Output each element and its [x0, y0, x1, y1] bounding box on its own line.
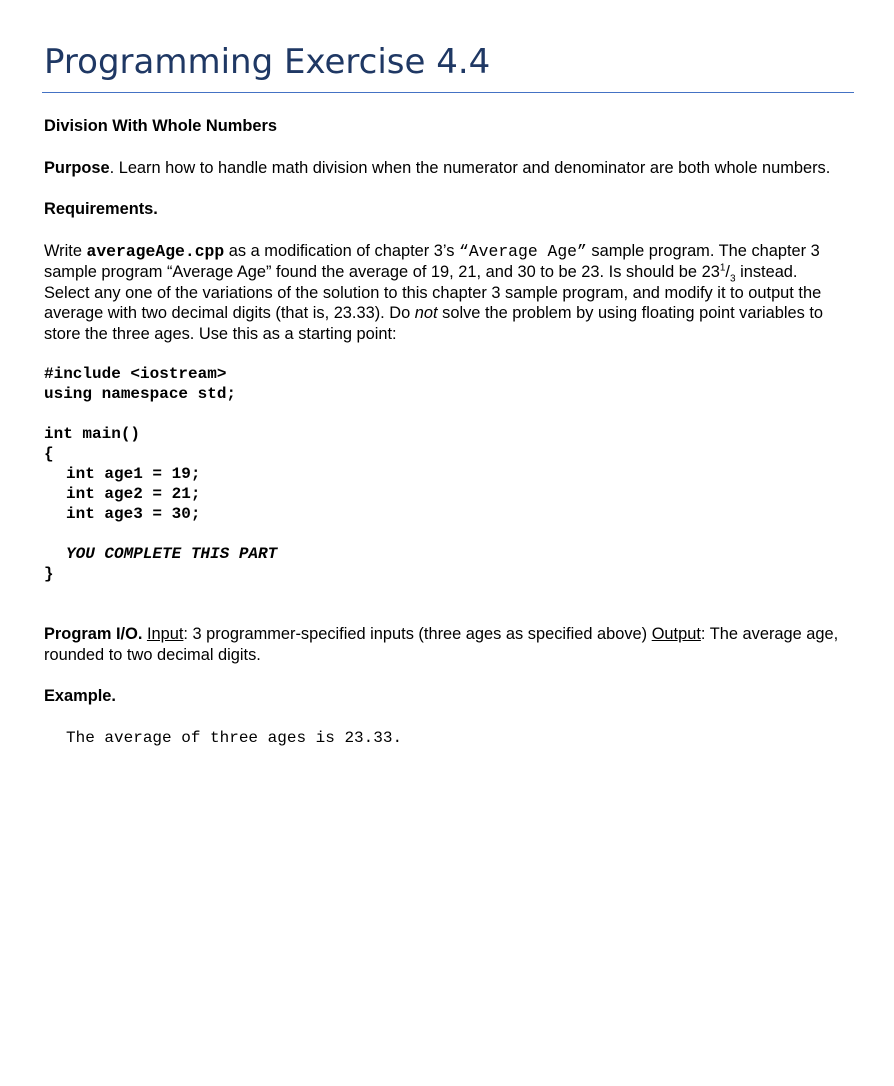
purpose-paragraph: [44, 158, 844, 179]
starter-code-block: [44, 364, 844, 584]
code-line: {: [44, 445, 54, 463]
requirements-text-4: instead. Select any one of the variations of the solution to this chapter 3 sample program, and modify it to output the average with two decimal digits (that is, 23.33). Do: [44, 263, 822, 322]
program-io-label: Program I/O.: [44, 625, 143, 643]
requirements-emphasis: not: [414, 304, 438, 322]
example-heading: Example.: [44, 687, 116, 705]
page-title: Programming Exercise 4.4: [44, 42, 491, 82]
code-line: int age3 = 30;: [66, 505, 201, 523]
requirements-program-name: “Average Age”: [458, 241, 587, 261]
purpose-text: . Learn how to handle math division when the numerator and denominator are both whole numbers.: [109, 158, 831, 177]
example-output: The average of three ages is 23.33.: [66, 728, 403, 747]
code-line: int age1 = 19;: [66, 465, 201, 483]
requirements-paragraph: [44, 241, 844, 345]
code-line: int main(): [44, 425, 141, 443]
requirements-text-5: solve the problem by using floating point variables to store the three ages. Use this as a starting point:: [44, 304, 823, 343]
output-text: : The average age, rounded to two decimal digits.: [44, 625, 839, 664]
document-body: [44, 116, 844, 748]
requirements-text-1: Write: [44, 241, 87, 260]
input-text: : 3 programmer-specified inputs (three ages as specified above): [183, 625, 652, 643]
purpose-label: Purpose: [44, 158, 110, 177]
fraction-numerator: 1: [719, 262, 726, 274]
requirements-heading: Requirements.: [44, 200, 158, 218]
code-line: }: [44, 565, 54, 583]
program-io-paragraph: [44, 624, 844, 665]
section-heading: Division With Whole Numbers: [44, 117, 277, 135]
code-line: #include <iostream>: [44, 365, 227, 383]
requirements-text-2: as a modification of chapter 3’s: [224, 241, 459, 260]
code-placeholder-line: YOU COMPLETE THIS PART: [66, 545, 278, 563]
output-label: Output: [651, 625, 701, 643]
code-line: int age2 = 21;: [66, 485, 201, 503]
requirements-filename: averageAge.cpp: [86, 241, 225, 261]
requirements-text-3: sample program. The chapter 3 sample program “Average Age” found the average of 19, 21, and 30 to be 23. Is should be 23: [44, 241, 820, 281]
fraction-denominator: 3: [729, 273, 736, 285]
title-underline-divider: [42, 92, 854, 93]
input-label: Input: [146, 625, 184, 643]
fraction-slash: /: [725, 263, 730, 281]
code-line: using namespace std;: [44, 385, 237, 403]
